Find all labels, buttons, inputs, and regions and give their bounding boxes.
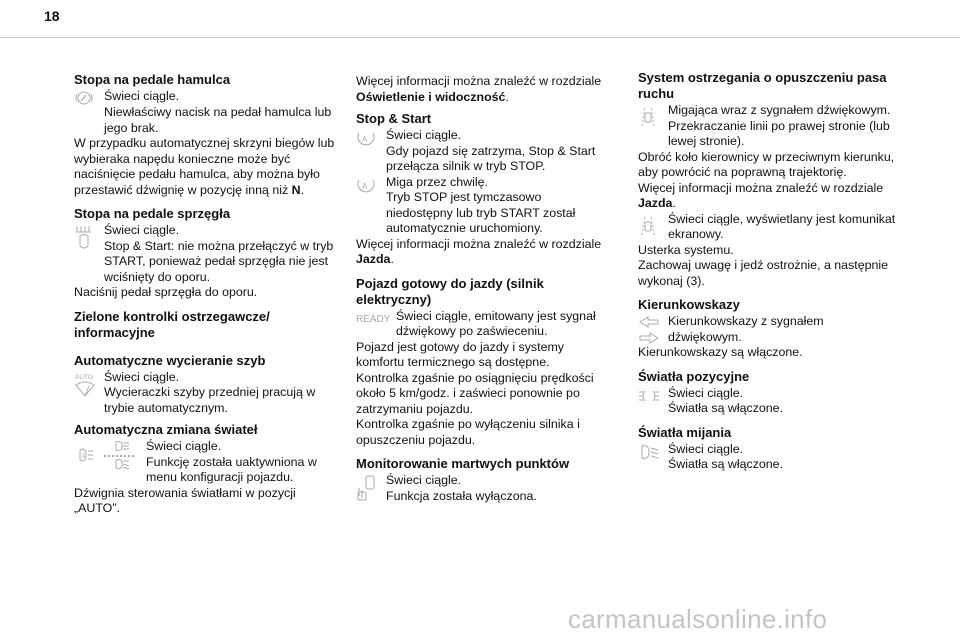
group-title: Zielone kontrolki ostrzegawcze/ informacyjne — [74, 308, 270, 340]
section-title: Światła pozycyjne — [638, 368, 750, 384]
turn-signal-icon — [638, 314, 658, 345]
position-lights-icon — [638, 386, 658, 417]
dipped-beam-icon — [638, 442, 658, 473]
indicator-row — [356, 473, 606, 504]
svg-text:A: A — [81, 454, 86, 460]
column-1 — [74, 72, 336, 523]
indicator-state: Świeci ciągle. — [668, 385, 744, 400]
section-title: Monitorowanie martwych punktów — [356, 456, 570, 471]
svg-text:A: A — [362, 181, 368, 191]
section-blind-spot — [356, 456, 606, 504]
svg-text:READY: READY — [356, 313, 390, 325]
section-dipped-beam — [638, 425, 900, 473]
svg-text:AUTO: AUTO — [75, 373, 93, 381]
section-position-lights — [638, 369, 900, 417]
description: Funkcję została uaktywniona w menu konfiguracji pojazdu. — [146, 454, 317, 484]
column-2 — [356, 74, 606, 510]
section-lane-departure — [638, 70, 900, 289]
indicator-row — [638, 386, 900, 417]
auto-wiper-icon — [74, 370, 94, 417]
indicator-row — [356, 128, 606, 175]
section-ready — [356, 276, 606, 449]
lane-departure-fault-icon — [638, 212, 658, 243]
section-title: Pojazd gotowy do jazdy (silnik elektryczny) — [356, 275, 544, 307]
section-stop-start — [356, 111, 606, 268]
header-divider — [0, 37, 960, 38]
section-title: Automatyczne wycieranie szyb — [74, 352, 266, 368]
svg-text:A: A — [362, 135, 368, 144]
page-number: 18 — [44, 8, 60, 24]
indicator-state: Świeci ciągle. — [104, 223, 180, 237]
column-3 — [638, 70, 900, 479]
ready-icon — [356, 309, 388, 340]
indicator-row — [74, 223, 336, 285]
section-auto-lights — [74, 422, 336, 517]
indicator-state: Migająca wraz z sygnałem dźwiękowym. — [668, 103, 891, 117]
section-title: Stopa na pedale hamulca — [74, 72, 231, 87]
instruction: Obróć koło kierownicy w przeciwnym kierunku, aby powrócić na poprawną trajektorię. — [638, 149, 895, 179]
description: Funkcja została wyłączona. — [386, 488, 537, 503]
indicator-row — [74, 439, 336, 486]
description: Światła są włączone. — [668, 401, 784, 415]
description: Stop & Start: nie można przełączyć w tryb START, ponieważ pedał sprzęgła nie jest wciśnięty do oporu. — [104, 238, 334, 284]
description: Wycieraczki szyby przedniej pracują w trybie automatycznym. — [104, 385, 316, 415]
indicator-row — [638, 442, 900, 473]
section-title: Stopa na pedale sprzęgła — [74, 206, 231, 221]
section-brake-pedal — [74, 72, 336, 198]
cross-reference: Więcej informacji można znaleźć w rozdziale Jazda. — [356, 236, 602, 266]
section-title: System ostrzegania o opuszczeniu pasa ruchu — [638, 70, 887, 101]
section-title: Kierunkowskazy — [638, 297, 740, 312]
indicator-row — [356, 309, 606, 340]
indicator-state: Świeci ciągle. — [386, 128, 462, 142]
stop-start-icon — [356, 128, 376, 175]
indicator-state: Świeci ciągle, wyświetlany jest komunikat ekranowy. — [668, 211, 896, 241]
section-title: Światła mijania — [638, 424, 732, 440]
instruction: Naciśnij pedał sprzęgła do oporu. — [74, 285, 258, 299]
description: Pojazd jest gotowy do jazdy i systemy komfortu termicznego są dostępne. — [356, 339, 564, 369]
description: Przekraczanie linii po prawej stronie (lub lewej stronie). — [668, 118, 890, 148]
section-clutch-pedal — [74, 206, 336, 301]
indicator-row — [638, 314, 900, 345]
description: Niewłaściwy nacisk na pedał hamulca lub jego brak. — [104, 105, 332, 135]
indicator-state: Świeci ciągle. — [668, 441, 744, 456]
indicator-state: Świeci ciągle. — [104, 89, 180, 103]
indicator-row — [74, 89, 336, 106]
clutch-pedal-icon — [74, 223, 94, 285]
description: Usterka systemu. — [638, 242, 734, 257]
description: Tryb STOP jest tymczasowo niedostępny lub tryb START został automatycznie uruchomiony. — [386, 190, 576, 235]
lane-departure-icon — [638, 103, 658, 150]
indicator-state: Kierunkowskazy z sygnałem dźwiękowym. — [668, 314, 824, 344]
auto-high-beam-icon — [74, 439, 138, 486]
indicator-row — [638, 103, 900, 150]
description: Gdy pojazd się zatrzyma, Stop & Start przełącza silnik w tryb STOP. — [386, 143, 596, 173]
instruction: W przypadku automatycznej skrzyni biegów lub wybieraka napędu konieczne może być naciśnięcie pedału hamulca, aby można było przestawić dźwignię w pozycję inną niż N. — [74, 136, 335, 197]
description: Światła są włączone. — [668, 457, 784, 471]
instruction: Zachowaj uwagę i jedź ostrożnie, a następnie wykonaj (3). — [638, 258, 889, 288]
indicator-state: Miga przez chwilę. — [386, 174, 488, 189]
description: Kontrolka zgaśnie po wyłączeniu silnika i opuszczeniu pojazdu. — [356, 417, 580, 447]
section-turn-signals — [638, 297, 900, 361]
section-auto-wipers — [74, 353, 336, 417]
description: Kierunkowskazy są włączone. — [638, 345, 803, 359]
instruction: Dźwignia sterowania światłami w pozycji „AUTO”. — [74, 485, 296, 515]
stop-start-flashing-icon — [356, 175, 376, 237]
indicator-row — [638, 212, 900, 243]
cross-reference: Więcej informacji można znaleźć w rozdziale Oświetlenie i widoczność. — [356, 74, 602, 104]
cross-reference: Więcej informacji można znaleźć w rozdziale Jazda. — [638, 180, 884, 210]
indicator-row — [74, 370, 336, 417]
section-title: Stop & Start — [356, 111, 432, 126]
watermark: carmanualsonline.info — [568, 604, 828, 634]
indicator-row — [356, 175, 606, 237]
indicator-state: Świeci ciągle. — [386, 473, 462, 487]
brake-pedal-icon — [74, 89, 94, 106]
indicator-state: Świeci ciągle. — [146, 439, 222, 453]
indicator-state: Świeci ciągle. — [104, 369, 180, 384]
section-title: Automatyczna zmiana świateł — [74, 422, 258, 437]
indicator-state: Świeci ciągle, emitowany jest sygnał dźwiękowy po zaświeceniu. — [396, 308, 596, 338]
blind-spot-icon — [356, 473, 376, 504]
description: Kontrolka zgaśnie po osiągnięciu prędkości około 5 km/godz. i zaświeci ponownie po zatrzymaniu pojazdu. — [356, 370, 594, 416]
